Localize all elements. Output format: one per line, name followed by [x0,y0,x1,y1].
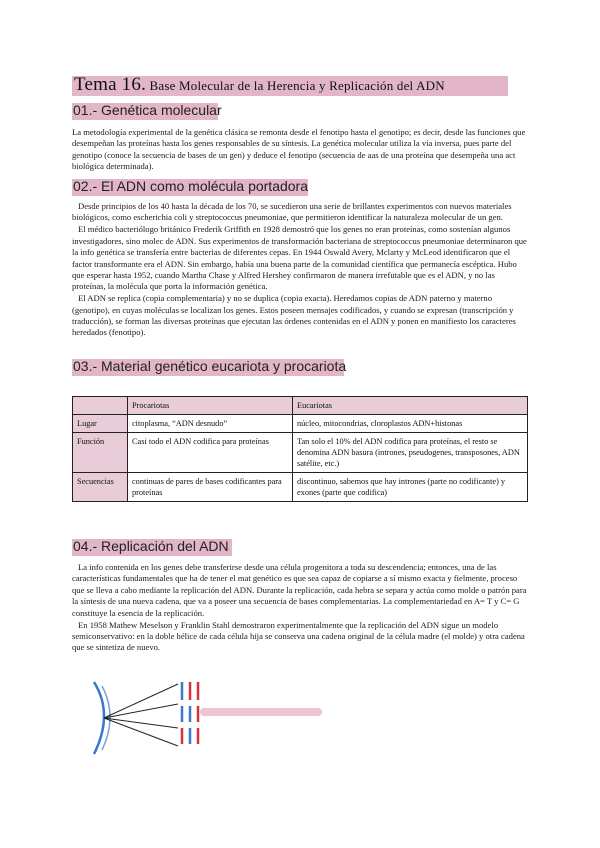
row-label: Función [73,433,128,473]
row-label: Secuencias [73,473,128,502]
table-cell: Tan solo el 10% del ADN codifica para proteínas, el resto se denomina ADN basura (intrones, pseudogenes, transposones, ADN satélite, etc.) [293,433,528,473]
paragraph: La info contenida en los genes debe transferirse desde una célula progenitora a toda su descendencia; entonces, una de las características fundamentales que ha de tener el mat genético es que sea capaz de copiarse a sí mismo exacta y fielmente, proceso que se lleva a cabo mediante la replicación del ADN. Durante la replicación, cada hebra se separa y actúa como molde o patrón para la síntesis de una nueva cadena, que va a poseer una secuencia de bases complementarias. La complementariedad en A= T y C= G constituye la esencia de la replicación. [72,562,527,618]
fork-line [104,718,178,728]
fork-line [104,704,178,718]
table-cell: núcleo, mitocondrias, cloroplastos ADN+histonas [293,415,528,433]
table-row [73,415,528,433]
paragraph: La metodología experimental de la genética clásica se remonta desde el fenotipo hasta el genotipo; es decir, desde las funciones que desempeñan las proteínas hasta los genes responsables de su síntesis. La genética molecular utiliza la vía inversa, pues parte del genotipo (conoce la secuencia de bases de un gen) y deduce el fenotipo (secuencia de aas de una proteína que desempeña una act biológica determinada). [72,127,526,172]
paragraph: El médico bacteriólogo británico Frederik Griffith en 1928 demostró que los genes no eran proteínas, como sostenían algunos investigadores, sino molec de ADN. Sus experimentos de transformación bacteriana de streptococcus pneumoniae determinaron que la info genética se transfería entre bacterias de diferentes cepas. En 1944 Oswald Avery, Mclarty y McLeod identificaron que el factor transformante era el ADN. Sin embargo, había una buena parte de la comunidad científica que permanecía escéptica. Hubo que esperar hasta 1952, cuando Martha Chase y Alfred Hershey confirmaron de manera irrefutable que es el ADN, y no las proteínas, la molécula que porta la información genética. [72,224,527,292]
table-row [73,473,528,502]
paragraph: En 1958 Mathew Meselson y Franklin Stahl demostraron experimentalmente que la replicación del ADN sigue un modelo semiconservativo: en la doble hélice de cada célula hija se conserva una cadena original de la célula madre (el molde) y otra cadena que se sintetiza de nuevo. [72,619,525,653]
section-body-01 [72,127,530,173]
strand-bars [182,682,198,744]
table-cell: citoplasma, “ADN desnudo” [128,415,293,433]
table-header-cell: Procariotas [128,397,293,415]
title-number: Tema 16. [74,74,147,95]
section-body-04 [72,562,530,654]
paragraph: El ADN se replica (copia complementaria) y no se duplica (copia exacta). Heredamos copias de ADN paterno y materno (genotipo), en cuyas moléculas se localizan los genes. Estos poseen mensajes codificados, y cuando se expresan (transcripción y traducción), se forman las diversas proteínas que ejecutan las órdenes contenidas en el ADN y ponen en manifiesto los caracteres heredados (fenotipo). [72,293,516,338]
parent-strand-curve [94,682,104,754]
table-cell: discontinuo, sabemos que hay intrones (parte no codificante) y exones (parte que codifica) [293,473,528,502]
page-title [74,74,445,96]
fork-line [104,684,178,718]
comparison-table [72,396,528,502]
title-text: Base Molecular de la Herencia y Replicación del ADN [149,78,445,93]
section-heading-01: 01.- Genética molecular [73,102,222,118]
table-row [73,433,528,473]
fork-line [104,718,178,746]
section-heading-02: 02.- El ADN como molécula portadora [73,178,308,194]
table-cell: Casi todo el ADN codifica para proteínas [128,433,293,473]
replication-diagram [86,674,326,774]
section-body-02 [72,201,530,339]
section-heading-04: 04.- Replicación del ADN [73,538,229,554]
table-header-row [73,397,528,415]
table-header-cell [73,397,128,415]
row-label: Lugar [73,415,128,433]
section-heading-03: 03.- Material genético eucariota y procariota [73,358,347,374]
paragraph: Desde principios de los 40 hasta la década de los 70, se sucedieron una serie de brillantes experimentos con nuevos materiales biológicos, como escherichia coli y streptococcus pneumoniae, que permitieron identificar la naturaleza molecular de un gen. [72,201,512,223]
table-cell: continuas de pares de bases codificantes para proteínas [128,473,293,502]
table-header-cell: Eucariotas [293,397,528,415]
